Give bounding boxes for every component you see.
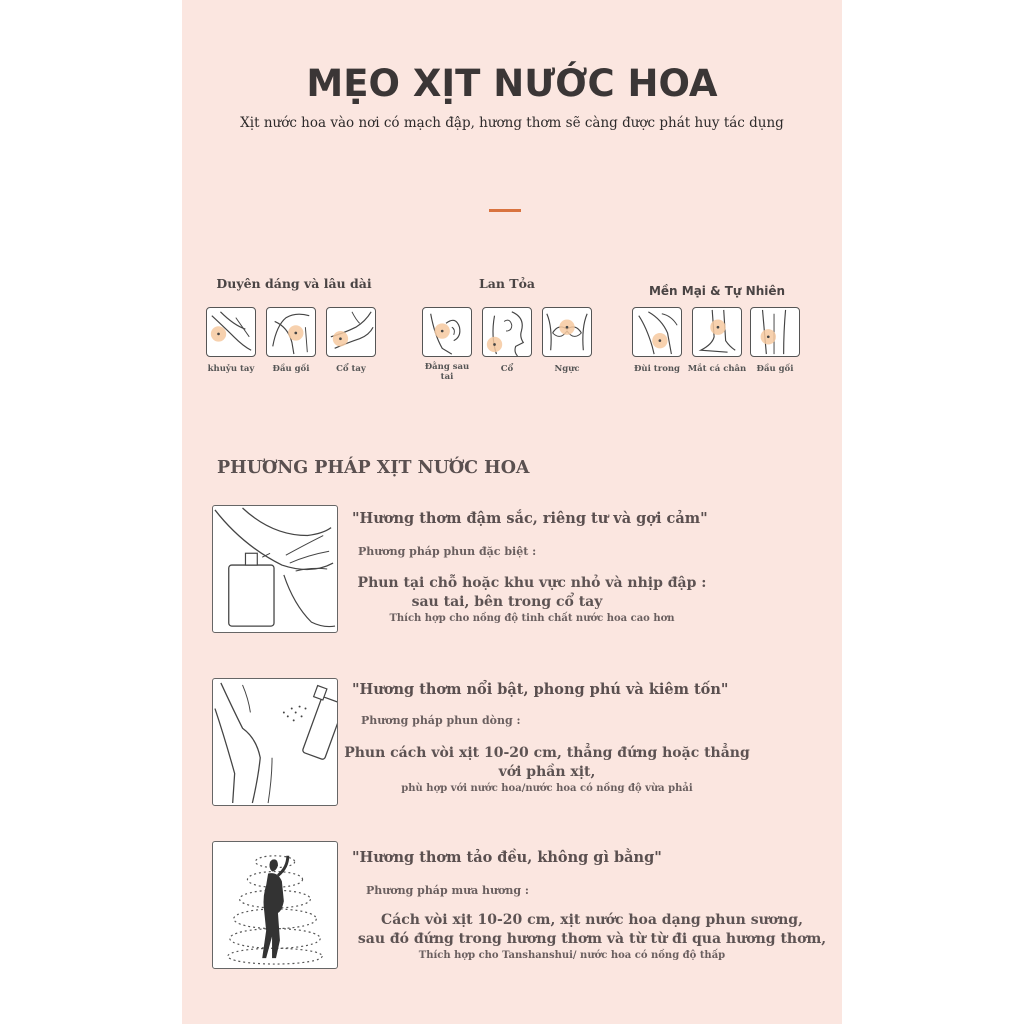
thumb-label: Ngực xyxy=(554,364,580,374)
thumb-label: Cổ tay xyxy=(336,364,366,374)
thumb-label: Đằng sau tai xyxy=(424,362,470,382)
accent-divider xyxy=(489,209,521,212)
method-subtitle: Phương pháp mưa hương : xyxy=(366,884,529,897)
knee-back-icon xyxy=(750,307,800,357)
method-description: Phun tại chỗ hoặc khu vực nhỏ và nhịp đập : xyxy=(357,575,707,591)
group-title-graceful: Duyên dáng và lâu dài xyxy=(216,276,372,291)
knee-icon xyxy=(266,307,316,357)
chest-icon xyxy=(542,307,592,357)
thumb-label: Mắt cá chân xyxy=(687,364,747,374)
page-subtitle: Xịt nước hoa vào nơi có mạch đập, hương thơm sẽ càng được phát huy tác dụng xyxy=(240,115,784,131)
ankle-icon xyxy=(692,307,742,357)
method-description-2: sau đó đứng trong hương thơm và từ từ đi qua hương thơm, xyxy=(357,931,827,947)
method-heading: "Hương thơm tảo đều, không gì bằng" xyxy=(352,849,662,866)
method-heading: "Hương thơm nổi bật, phong phú và kiêm tốn" xyxy=(352,681,729,698)
method-subtitle: Phương pháp phun dòng : xyxy=(361,714,521,727)
method-note: Thích hợp cho nồng độ tinh chất nước hoa cao hơn xyxy=(389,613,675,624)
content-panel xyxy=(182,0,842,1024)
page-title: MẸO XỊT NƯỚC HOA xyxy=(306,62,718,105)
thigh-icon xyxy=(632,307,682,357)
method-note: phù hợp với nước hoa/nước hoa có nồng độ vừa phải xyxy=(401,783,693,794)
group-title-spread: Lan Tỏa xyxy=(478,276,536,291)
method-description: Phun cách vòi xịt 10-20 cm, thẳng đứng hoặc thẳng xyxy=(344,745,750,761)
method-description-2: sau tai, bên trong cổ tay xyxy=(411,594,603,610)
group-title-soft: Mền Mại & Tự Nhiên xyxy=(648,284,786,298)
thumb-label: Đầu gối xyxy=(272,364,310,374)
elbow-icon xyxy=(206,307,256,357)
method-subtitle: Phương pháp phun đặc biệt : xyxy=(358,545,537,558)
thumb-label: Cổ xyxy=(500,364,514,374)
method-heading: "Hương thơm đậm sắc, riêng tư và gợi cảm" xyxy=(352,510,708,527)
method-description-2: với phần xịt, xyxy=(498,764,596,780)
wrist-icon xyxy=(326,307,376,357)
neck-icon xyxy=(482,307,532,357)
methods-title: PHƯƠNG PHÁP XỊT NƯỚC HOA xyxy=(217,458,530,478)
ear-icon xyxy=(422,307,472,357)
method-note: Thích hợp cho Tanshanshui/ nước hoa có nồng độ thấp xyxy=(418,950,726,961)
mist-walk-icon xyxy=(212,841,338,969)
body-spray-icon xyxy=(212,678,338,806)
thumb-label: Đầu gối xyxy=(756,364,794,374)
wrist-spray-icon xyxy=(212,505,338,633)
method-description: Cách vòi xịt 10-20 cm, xịt nước hoa dạng phun sương, xyxy=(381,912,803,928)
thumb-label: Đùi trong xyxy=(634,364,680,374)
thumb-label: khuỷu tay xyxy=(207,364,255,374)
